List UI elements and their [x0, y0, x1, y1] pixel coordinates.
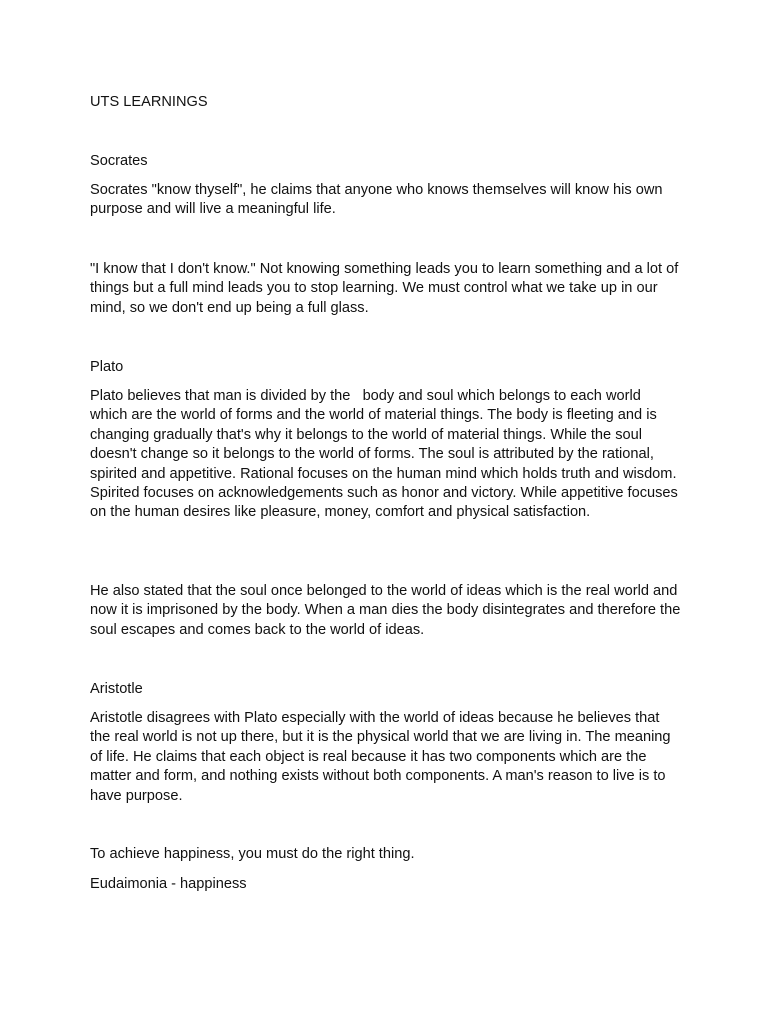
paragraph-plato-2: He also stated that the soul once belonged to the world of ideas which is the real world and now it is imprisoned by the body. When a man dies the body disintegrates and therefore the soul escapes and comes back to the world of ideas.: [90, 583, 681, 638]
paragraph-socrates-2: "I know that I don't know." Not knowing something leads you to learn something and a lot of things but a full mind leads you to stop learning. We must control what we take up in our mind, so we don't end up being a full glass.: [90, 261, 679, 316]
section-heading-aristotle: Aristotle: [90, 681, 143, 697]
document-title: UTS LEARNINGS: [90, 94, 208, 110]
paragraph-aristotle-3: Eudaimonia - happiness: [90, 876, 247, 892]
section-heading-socrates: Socrates: [90, 153, 148, 169]
paragraph-socrates-1: Socrates "know thyself", he claims that anyone who knows themselves will know his own purpose and will live a meaningful life.: [90, 182, 663, 218]
paragraph-aristotle-2: To achieve happiness, you must do the right thing.: [90, 846, 415, 862]
section-heading-plato: Plato: [90, 359, 124, 375]
paragraph-plato-1: Plato believes that man is divided by the body and soul which belongs to each world which are the world of forms and the world of material things. The body is fleeting and is changing gradually that's why it belongs to the world of material things. While the soul doesn't change so it belongs to the world of forms. The soul is attributed by the rational, spirited and appetitive. Rational focuses on the human mind which holds truth and wisdom. Spirited focuses on acknowledgements such as honor and victory. While appetitive focuses on the human desires like pleasure, money, comfort and physical satisfaction.: [90, 388, 682, 521]
paragraph-aristotle-1: Aristotle disagrees with Plato especially with the world of ideas because he believes that the real world is not up there, but it is the physical world that we are living in. The meaning of life. He claims that each object is real because it has two components which are the matter and form, and nothing exists without both components. A man's reason to live is to have purpose.: [90, 710, 671, 804]
